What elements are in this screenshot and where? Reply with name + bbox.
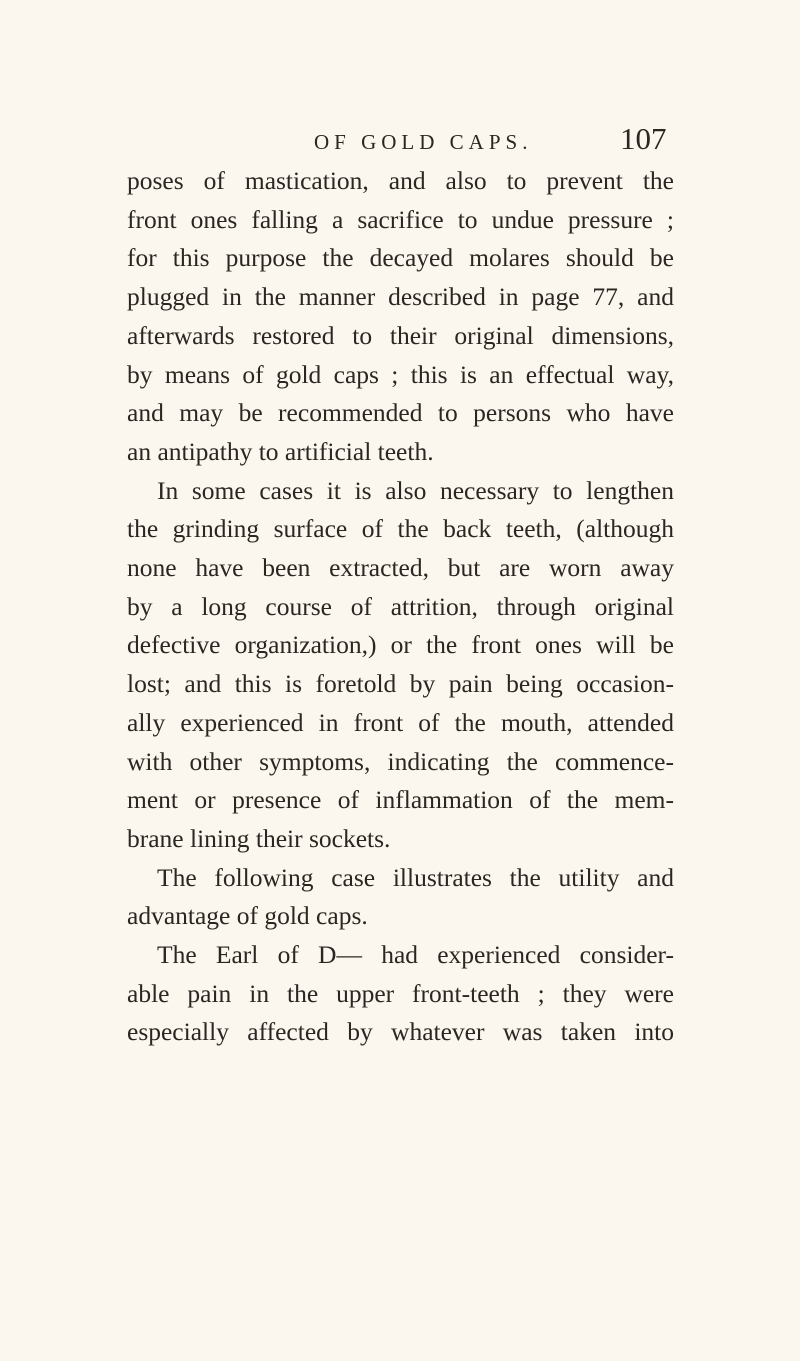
text-line: ment or presence of inflammation of the mem- (127, 785, 674, 815)
text-line: able pain in the upper front-teeth ; they were (127, 978, 674, 1008)
text-line: poses of mastication, and also to prevent the (127, 166, 674, 195)
running-title: OF GOLD CAPS. (314, 130, 533, 154)
paragraph-end-line: brane lining their sockets. (127, 823, 391, 853)
text-line: by means of gold caps ; this is an effectual way, (127, 359, 674, 389)
paragraph-end-line: advantage of gold caps. (127, 901, 368, 931)
text-line: the grinding surface of the back teeth, (although (127, 514, 674, 544)
page-number: 107 (620, 121, 667, 156)
paragraph-start-line: The following case illustrates the utility and (157, 862, 674, 892)
text-line: none have been extracted, but are worn away (127, 553, 674, 582)
paragraph-start-line: In some cases it is also necessary to lengthen (157, 475, 674, 505)
paragraph-end-line: an antipathy to artificial teeth. (127, 436, 434, 466)
text-line: plugged in the manner described in page 77, and (127, 282, 674, 312)
text-line: for this purpose the decayed molares should be (127, 243, 674, 273)
text-line: defective organization,) or the front ones will be (127, 630, 674, 660)
text-line: especially affected by whatever was taken into (127, 1017, 674, 1047)
text-line: front ones falling a sacrifice to undue pressure ; (127, 204, 674, 234)
text-line: by a long course of attrition, through original (127, 591, 674, 621)
paragraph-start-line: The Earl of D— had experienced consider- (157, 940, 674, 969)
text-line: with other symptoms, indicating the commence- (127, 746, 674, 776)
text-line: lost; and this is foretold by pain being occasion- (127, 669, 674, 699)
text-line: and may be recommended to persons who have (127, 398, 674, 428)
text-line: ally experienced in front of the mouth, attended (127, 707, 674, 737)
text-line: afterwards restored to their original dimensions, (127, 320, 674, 350)
